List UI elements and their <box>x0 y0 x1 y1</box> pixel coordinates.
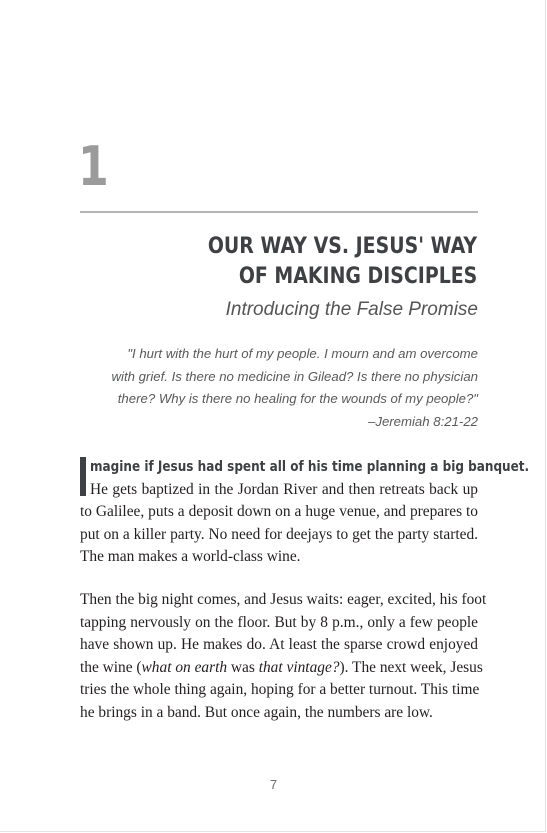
paragraph-line: to Galilee, puts a deposit down on a huge venue, and prepares to <box>80 503 478 521</box>
paragraph-line: The man makes a world-class wine. <box>80 548 301 566</box>
chapter-divider <box>80 211 478 213</box>
paragraph-line: have shown up. He makes do. At least the sparse crowd enjoyed <box>80 636 478 654</box>
paragraph-line: tapping nervously on the floor. But by 8 p.m., only a few people <box>80 613 478 631</box>
chapter-title-line-1: OUR WAY VS. JESUS' WAY <box>207 234 477 259</box>
paragraph-line: Then the big night comes, and Jesus waits: eager, excited, his foot <box>80 591 487 608</box>
chapter-title <box>57 232 477 292</box>
paragraph-line <box>80 456 530 479</box>
epigraph-line: "I hurt with the hurt of my people. I mourn and am overcome <box>127 346 478 361</box>
body-paragraph-2 <box>80 589 487 725</box>
lead-in-text: magine if Jesus had spent all of his time planning a big banquet. <box>90 459 530 475</box>
paragraph-line: tries the whole thing again, hoping for a better turnout. This time <box>80 681 480 699</box>
chapter-subtitle: Introducing the False Promise <box>225 299 478 320</box>
chapter-title-line-2: OF MAKING DISCIPLES <box>238 264 477 289</box>
paragraph-line: He gets baptized in the Jordan River and then retreats back up <box>90 480 478 498</box>
body-paragraph-1 <box>80 456 530 569</box>
paragraph-line: he brings in a band. But once again, the numbers are low. <box>80 703 433 721</box>
line-text: was <box>227 658 259 676</box>
chapter-number: 1 <box>78 135 108 198</box>
line-text: ). The next week, Jesus <box>339 658 483 676</box>
epigraph <box>68 343 478 433</box>
page-number: 7 <box>269 777 278 792</box>
epigraph-line: with grief. Is there no medicine in Gilead? Is there no physician <box>111 368 478 384</box>
italic-phrase: that vintage? <box>258 658 340 676</box>
line-text: the wine ( <box>80 658 142 676</box>
paragraph-line: put on a killer party. No need for deejays to get the party started. <box>80 525 478 543</box>
italic-phrase: what on earth <box>141 658 228 676</box>
paragraph-line <box>80 657 483 680</box>
epigraph-source: –Jeremiah 8:21-22 <box>368 413 478 429</box>
epigraph-line: there? Why is there no healing for the wounds of my people?" <box>117 391 478 406</box>
